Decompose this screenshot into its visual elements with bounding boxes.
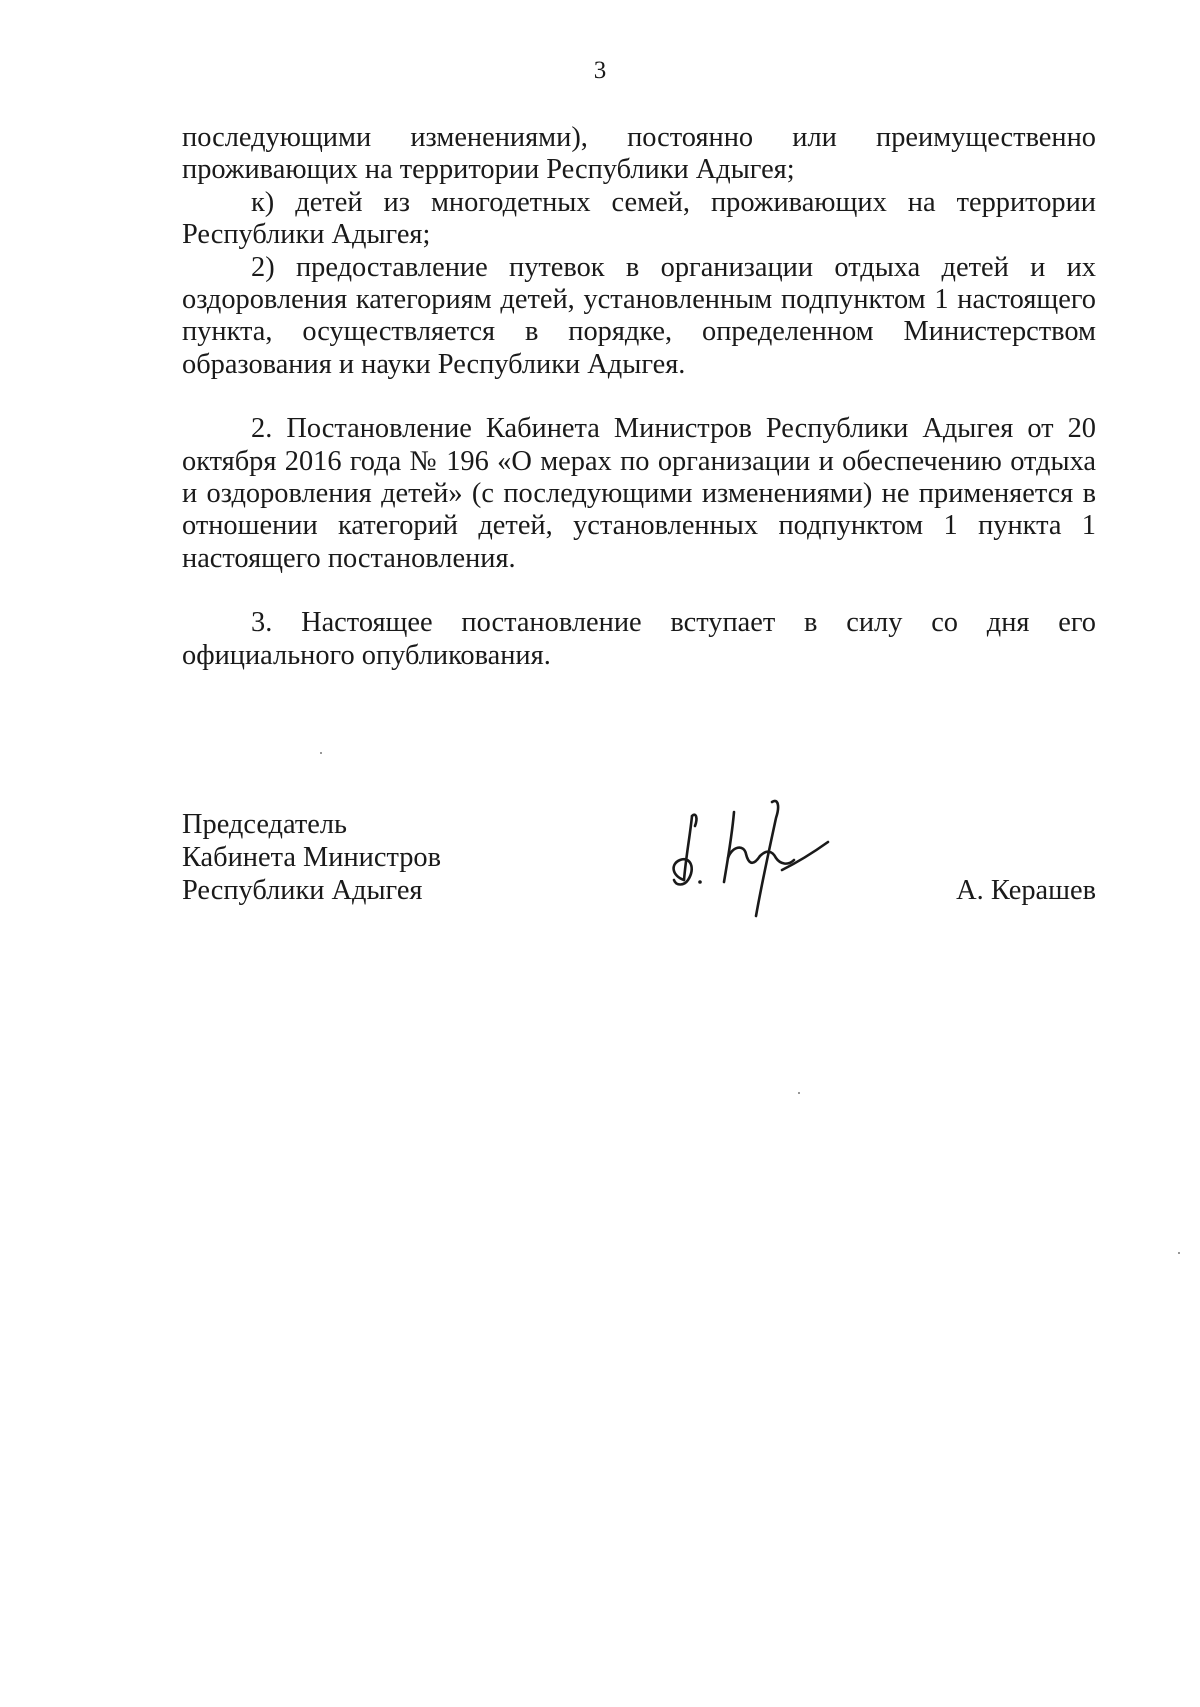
paragraph-item-k: к) детей из многодетных семей, проживающих на территории Республики Адыгея;	[182, 186, 1096, 251]
document-body	[182, 122, 1096, 672]
paragraph-gap	[182, 575, 1096, 607]
paragraph-subitem-2: 2) предоставление путевок в организации отдыха детей и их оздоровления категориям детей, установленным подпунктом 1 настоящего пункта, осуществляется в порядке, определенном Министерством образования и науки Республики Адыгея.	[182, 251, 1096, 380]
paragraph-clause-2: 2. Постановление Кабинета Министров Республики Адыгея от 20 октября 2016 года № 196 «О мерах по организации и обеспечению отдыха и оздоровления детей» (с последующими изменениями) не применяется в отношении категорий детей, установленных подпунктом 1 пункта 1 настоящего постановления.	[182, 413, 1096, 574]
handwritten-signature	[662, 796, 832, 926]
scan-speck	[798, 1092, 800, 1094]
signer-position	[182, 808, 441, 907]
paragraph-continuation: последующими изменениями), постоянно или преимущественно проживающих на территории Республики Адыгея;	[182, 122, 1096, 186]
scan-speck	[320, 752, 322, 754]
signer-position-line: Председатель	[182, 809, 347, 840]
page-number: 3	[593, 57, 607, 84]
signer-position-line: Кабинета Министров	[182, 842, 442, 873]
paragraph-clause-3: 3. Настоящее постановление вступает в силу со дня его официального опубликования.	[182, 607, 1096, 671]
signer-position-line: Республики Адыгея	[182, 875, 423, 906]
signer-name: А. Керашев	[956, 875, 1096, 906]
scan-speck	[1178, 1252, 1180, 1254]
paragraph-gap	[182, 381, 1096, 413]
